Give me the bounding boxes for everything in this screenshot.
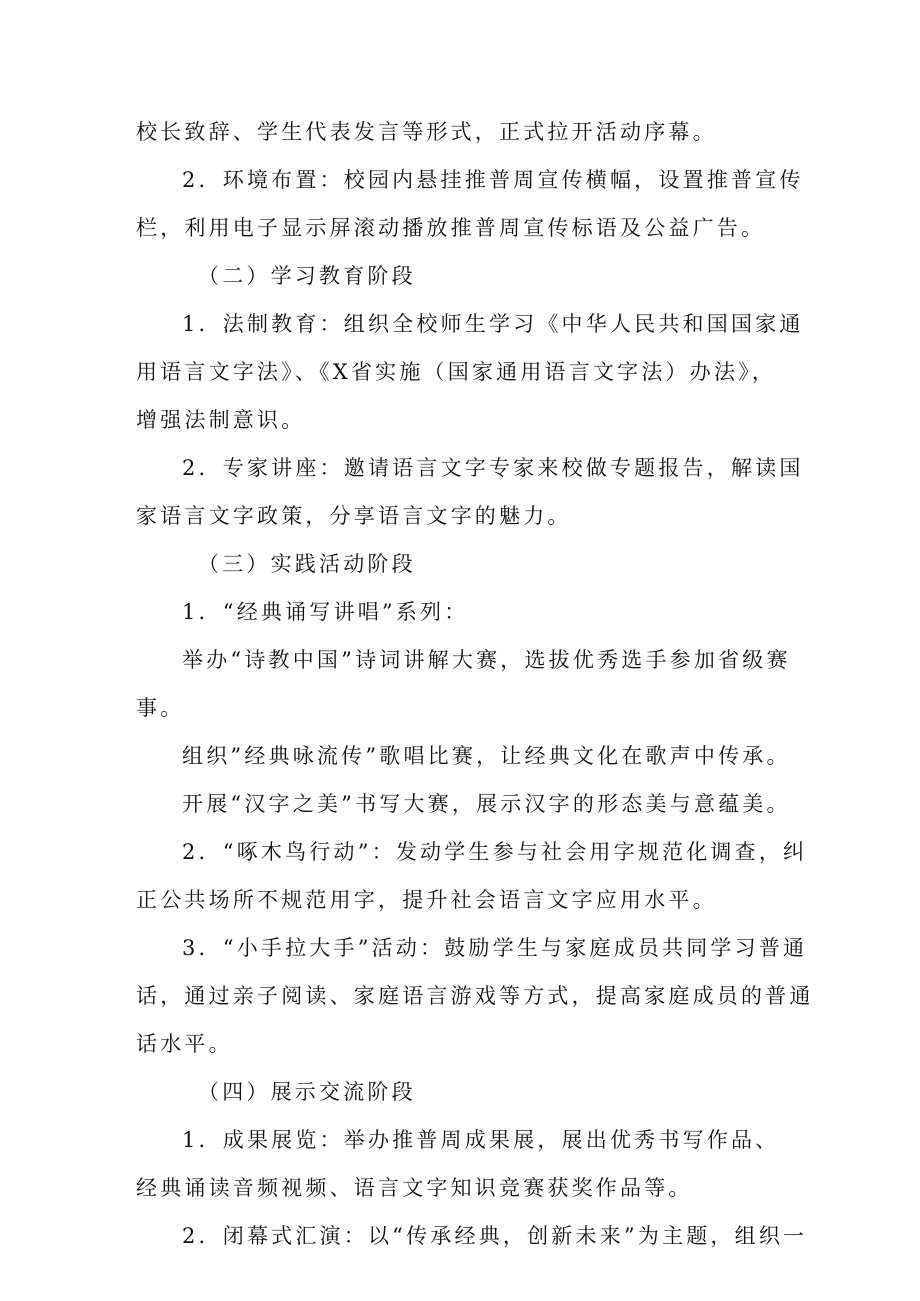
text-line-19: 话，通过亲子阅读、家庭语言游戏等方式，提高家庭成员的普通: [136, 984, 814, 1008]
section-heading-2: （二）学习教育阶段: [198, 264, 416, 288]
text-line-23: 经典诵读音频视频、语言文字知识竞赛获奖作品等。: [136, 1176, 693, 1200]
text-line-2: 2．环境布置：校园内悬挂推普周宣传横幅，设置推普宣传: [182, 168, 804, 192]
text-line-16: 2．“啄木鸟行动”：发动学生参与社会用字规范化调查，纠: [182, 840, 808, 864]
text-line-6: 用语言文字法》、《X省实施（国家通用语言文字法）办法》，: [136, 360, 777, 384]
text-line-5: 1．法制教育：组织全校师生学习《中华人民共和国国家通: [182, 312, 804, 336]
text-line-7: 增强法制意识。: [136, 408, 306, 432]
text-line-11: 1．“经典诵写讲唱”系列：: [182, 600, 469, 624]
text-line-22: 1．成果展览：举办推普周成果展，展出优秀书写作品、: [182, 1128, 780, 1152]
text-line-24: 2．闭幕式汇演：以“传承经典，创新未来”为主题，组织一: [182, 1224, 808, 1248]
text-line-8: 2．专家讲座：邀请语言文字专家来校做专题报告，解读国: [182, 456, 804, 480]
text-line-12: 举办“诗教中国”诗词讲解大赛，选拔优秀选手参加省级赛: [182, 648, 791, 672]
text-line-15: 开展“汉字之美”书写大赛，展示汉字的形态美与意蕴美。: [182, 792, 791, 816]
document-body: [136, 108, 814, 1260]
text-line-3: 栏，利用电子显示屏滚动播放推普周宣传标语及公益广告。: [136, 216, 766, 240]
text-line-20: 话水平。: [136, 1032, 233, 1056]
text-line-14: 组织”经典咏流传”歌唱比赛，让经典文化在歌声中传承。: [182, 744, 791, 768]
text-line-1: 校长致辞、学生代表发言等形式，正式拉开活动序幕。: [136, 120, 717, 144]
text-line-13: 事。: [136, 696, 185, 720]
text-line-18: 3．“小手拉大手”活动：鼓励学生与家庭成员共同学习普通: [182, 936, 808, 960]
section-heading-3: （三）实践活动阶段: [198, 552, 416, 576]
text-line-17: 正公共场所不规范用字，提升社会语言文字应用水平。: [136, 888, 717, 912]
section-heading-4: （四）展示交流阶段: [198, 1080, 416, 1104]
text-line-9: 家语言文字政策，分享语言文字的魅力。: [136, 504, 572, 528]
